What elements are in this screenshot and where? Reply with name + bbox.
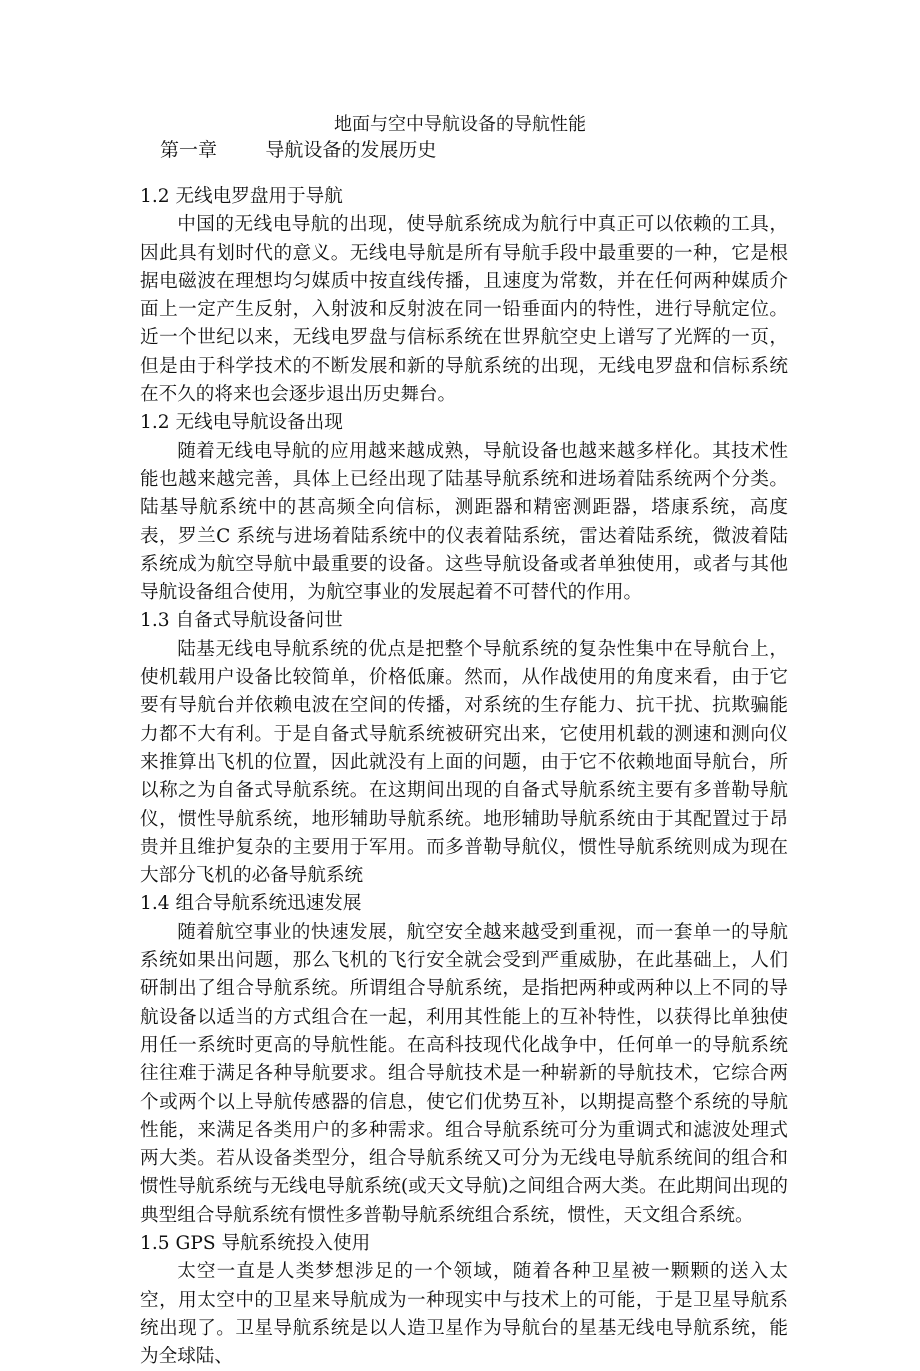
section-1-2-radio-compass — [140, 183, 788, 409]
section-1-4-integrated-navigation — [140, 890, 788, 1230]
section-heading: 1.2 无线电导航设备出现 — [140, 412, 343, 434]
section-heading: 1.5 GPS 导航系统投入使用 — [140, 1232, 371, 1254]
section-heading: 1.2 无线电罗盘用于导航 — [140, 186, 343, 207]
section-paragraph: 随着无线电导航的应用越来越成熟，导航设备也越来越多样化。其技术性能也越来越完善，具体上已经出现了陆基导航系统和进场着陆系统两个分类。陆基导航系统中的甚高频全向信标，测距器和精密测距器，塔康系统，高度表，罗兰C 系统与进场着陆系统中的仪表着陆系统，雷达着陆系统，微波着陆系统成为航空导航中最重要的设备。这些导航设备或者单独使用，或者与其他导航设备组合使用，为航空事业的发展起着不可替代的作用。 — [140, 440, 788, 604]
section-1-2-radio-navigation-equipment — [140, 409, 788, 607]
document-title: 地面与空中导航设备的导航性能 — [334, 114, 586, 135]
section-paragraph: 中国的无线电导航的出现，使导航系统成为航行中真正可以依赖的工具，因此具有划时代的意义。无线电导航是所有导航手段中最重要的一种，它是根据电磁波在理想均匀媒质中按直线传播，且速度为常数，并在任何两种媒质介面上一定产生反射，入射波和反射波在同一铅垂面内的特性，进行导航定位。近一个世纪以来，无线电罗盘与信标系统在世界航空史上谱写了光辉的一页，但是由于科学技术的不断发展和新的导航系统的出现，无线电罗盘和信标系统在不久的将来也会逐步退出历史舞台。 — [140, 214, 788, 406]
section-heading: 1.4 组合导航系统迅速发展 — [140, 893, 362, 915]
section-paragraph: 太空一直是人类梦想涉足的一个领域，随着各种卫星被一颗颗的送入太空，用太空中的卫星来导航成为一种现实中与技术上的可能，于是卫星导航系统出现了。卫星导航系统是以人造卫星作为导航台的星基无线电导航系统，能为全球陆、 — [140, 1261, 788, 1368]
section-1-3-self-contained-navigation — [140, 607, 788, 890]
document-body — [140, 183, 788, 1371]
chapter-title: 第一章 导航设备的发展历史 — [160, 139, 437, 161]
section-1-5-gps-navigation — [140, 1230, 788, 1371]
section-paragraph: 随着航空事业的快速发展，航空安全越来越受到重视，而一套单一的导航系统如果出问题，那么飞机的飞行安全就会受到严重威胁，在此基础上，人们研制出了组合导航系统。所谓组合导航系统，是指把两种或两种以上不同的导航设备以适当的方式组合在一起，利用其性能上的互补特性，以获得比单独使用任一系统时更高的导航性能。在高科技现代化战争中，任何单一的导航系统往往难于满足各种导航要求。组合导航技术是一种崭新的导航技术，它综合两个或两个以上导航传感器的信息，使它们优势互补，以期提高整个系统的导航性能，来满足各类用户的多种需求。组合导航系统可分为重调式和滤波处理式两大类。若从设备类型分，组合导航系统又可分为无线电导航系统间的组合和惯性导航系统与无线电导航系统(或天文导航)之间组合两大类。在此期间出现的典型组合导航系统有惯性多普勒导航系统组合系统，惯性，天文组合系统。 — [140, 921, 788, 1226]
section-heading: 1.3 自备式导航设备问世 — [140, 610, 343, 632]
section-paragraph: 陆基无线电导航系统的优点是把整个导航系统的复杂性集中在导航台上，使机载用户设备比较简单，价格低廉。然而，从作战使用的角度来看，由于它要有导航台并依赖电波在空间的传播，对系统的生存能力、抗干扰、抗欺骗能力都不大有利。于是自备式导航系统被研究出来，它使用机载的测速和测向仪来推算出飞机的位置，因此就没有上面的问题，由于它不依赖地面导航台，所以称之为自备式导航系统。在这期间出现的自备式导航系统主要有多普勒导航仪，惯性导航系统，地形辅助导航系统。地形辅助导航系统由于其配置过于昂贵并且维护复杂的主要用于军用。而多普勒导航仪，惯性导航系统则成为现在大部分飞机的必备导航系统 — [140, 638, 788, 887]
